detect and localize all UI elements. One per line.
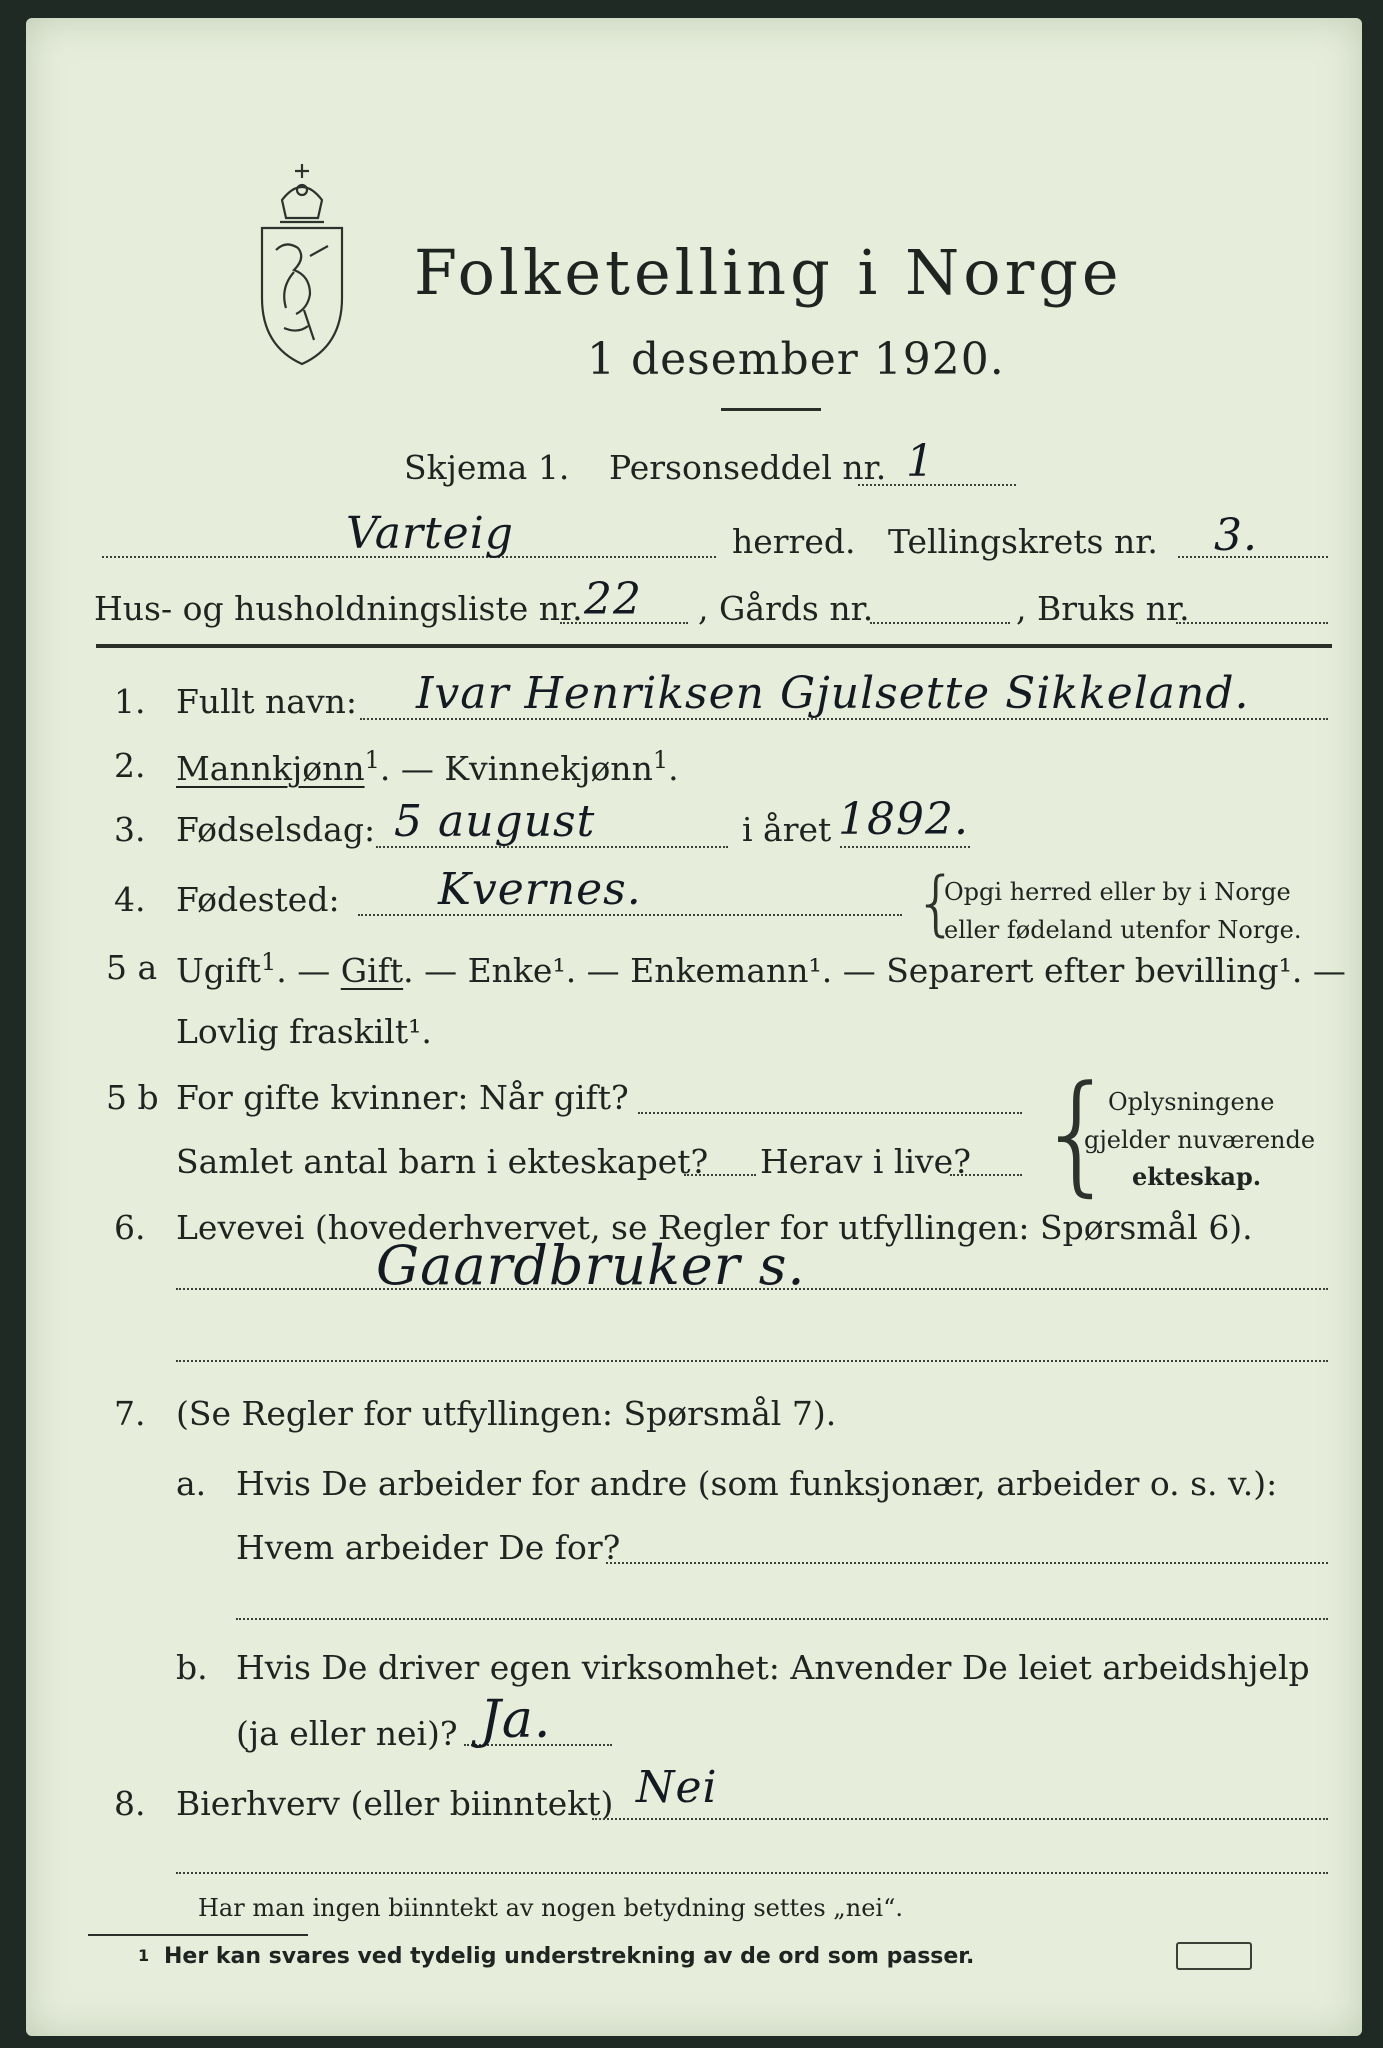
bruks-line [1176, 622, 1328, 624]
q3-number: 3. [114, 810, 146, 849]
q7a-label1: Hvis De arbeider for andre (som funksjonær, arbeider o. s. v.): [236, 1464, 1278, 1503]
footnote-text: Her kan svares ved tydelig understrekning av de ord som passer. [164, 1944, 975, 1969]
q7a-line2 [236, 1618, 1328, 1620]
q5b-note-line3: ekteskap. [1132, 1162, 1262, 1191]
q5a-number: 5 a [106, 948, 158, 987]
q7b-answer[interactable]: Ja. [480, 1690, 552, 1750]
q3-label: Fødselsdag: [176, 810, 376, 849]
footnote-rule [88, 1934, 308, 1936]
marital-gift-option[interactable]: Gift [340, 951, 404, 990]
q6-occupation[interactable]: Gaardbruker s. [376, 1234, 806, 1297]
census-form-sheet [26, 18, 1362, 2036]
q3-year-line [840, 846, 970, 848]
schema-label: Skjema 1. [404, 448, 570, 487]
printer-stamp-icon [1176, 1942, 1252, 1970]
q5b-children-label: Samlet antal barn i ekteskapet? [176, 1142, 709, 1181]
q5b-alive-label: Herav i live? [760, 1142, 971, 1181]
q4-brace: { [914, 862, 959, 944]
gards-label: , Gårds nr. [698, 589, 874, 628]
q5b-note-line1: Oplysningene [1108, 1088, 1275, 1116]
household-list-value[interactable]: 22 [584, 574, 642, 625]
personseddel-value[interactable]: 1 [906, 436, 935, 487]
q8-answer[interactable]: Nei [636, 1762, 718, 1813]
q3-year-label: i året [742, 810, 832, 849]
q7b-letter: b. [176, 1648, 208, 1687]
form-title: Folketelling i Norge [414, 236, 1123, 309]
gards-line [870, 622, 1010, 624]
herred-value[interactable]: Varteig [346, 508, 514, 559]
q5b-alive-line [950, 1174, 1022, 1176]
q4-birthplace[interactable]: Kvernes. [438, 864, 642, 915]
q7-label: (Se Regler for utfyllingen: Spørsmål 7). [176, 1394, 837, 1433]
q1-full-name[interactable]: Ivar Henriksen Gjulsette Sikkeland. [416, 668, 1250, 719]
bruks-label: , Bruks nr. [1016, 589, 1190, 628]
q7b-label2: (ja eller nei)? [236, 1714, 458, 1753]
q8-label: Bierhverv (eller biinntekt) [176, 1784, 614, 1823]
q5b-number: 5 b [106, 1078, 159, 1117]
personseddel-label: Personseddel nr. [609, 448, 887, 487]
q4-label: Fødested: [176, 880, 340, 919]
q8-note: Har man ingen biinntekt av nogen betydning settes „nei“. [198, 1894, 903, 1922]
q7a-letter: a. [176, 1464, 207, 1503]
q4-note-line1: Opgi herred eller by i Norge [944, 878, 1291, 906]
q5b-when-married-line [638, 1112, 1022, 1114]
norway-coat-of-arms-icon [254, 160, 350, 370]
q1-label: Fullt navn: [176, 682, 357, 721]
household-list-label: Hus- og husholdningsliste nr. [94, 589, 583, 628]
q1-number: 1. [114, 682, 146, 721]
q5b-brace: { [1036, 1057, 1119, 1209]
q2-number: 2. [114, 746, 146, 785]
q6-line2 [176, 1360, 1328, 1362]
tellingskrets-label: Tellingskrets nr. [888, 522, 1158, 561]
q7-number: 7. [114, 1394, 146, 1433]
q4-number: 4. [114, 880, 146, 919]
gender-male-option[interactable]: Mannkjønn [176, 749, 365, 788]
q8-number: 8. [114, 1784, 146, 1823]
header-rule [96, 644, 1332, 648]
q5a-marital-options: Ugift$^1$. — Gift. — Enke¹. — Enkemann¹. — Separert efter bevilling¹. — [176, 948, 1346, 990]
q8-line1 [592, 1818, 1328, 1820]
q5b-children-line [684, 1174, 756, 1176]
census-date: 1 desember 1920. [587, 334, 1005, 385]
q2-gender-options: Mannkjønn$^1$. — Kvinnekjønn$^1$. [176, 746, 679, 788]
personseddel-line [858, 484, 1016, 486]
q3-birth-date[interactable]: 5 august [394, 796, 596, 847]
q8-line2 [176, 1872, 1328, 1874]
q6-number: 6. [114, 1208, 146, 1247]
q7a-employer-line [606, 1562, 1328, 1564]
q5a-line2: Lovlig fraskilt¹. [176, 1012, 432, 1051]
q6-label: Levevei (hovederhvervet, se Regler for utfyllingen: Spørsmål 6). [176, 1208, 1253, 1247]
title-divider [721, 408, 821, 411]
q7b-label1: Hvis De driver egen virksomhet: Anvender De leiet arbeidshjelp [236, 1648, 1310, 1687]
tellingskrets-value[interactable]: 3. [1214, 510, 1258, 561]
q4-note-line2: eller fødeland utenfor Norge. [944, 916, 1302, 944]
q5b-note-line2: gjelder nuværende [1084, 1126, 1316, 1154]
herred-label: herred. [732, 522, 856, 561]
q3-birth-year[interactable]: 1892. [838, 794, 969, 845]
q7a-label2: Hvem arbeider De for? [236, 1528, 621, 1567]
q5b-when-married-label: For gifte kvinner: Når gift? [176, 1078, 629, 1117]
footnote-number: 1 [138, 1946, 150, 1965]
